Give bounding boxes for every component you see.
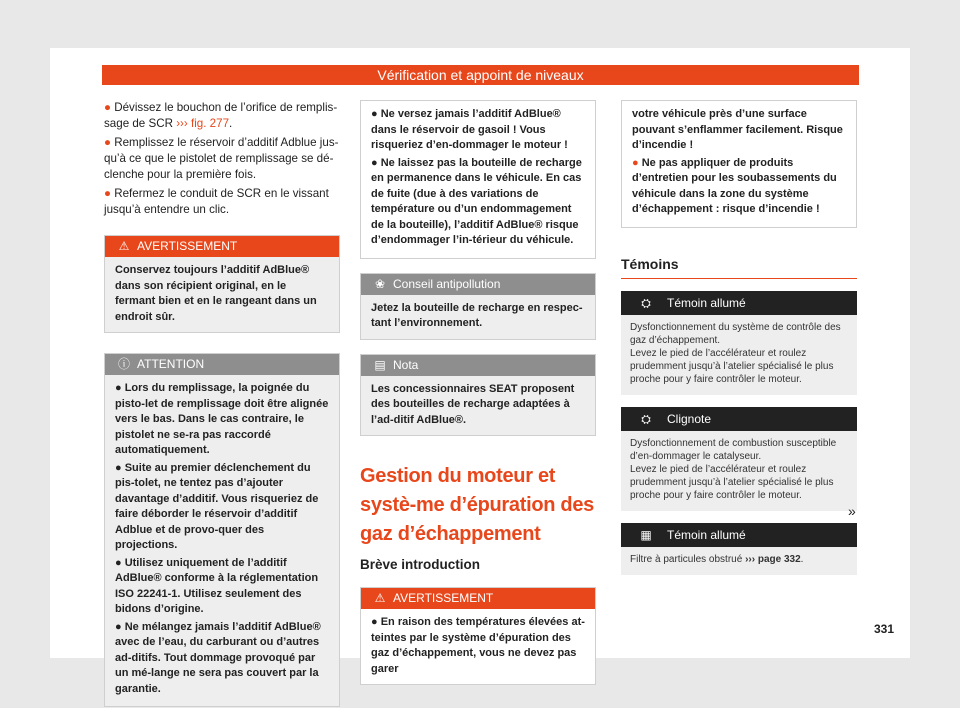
subsection-title: Brève introduction xyxy=(360,557,481,572)
warning-text: Conservez toujours l’additif AdBlue® dans son récipient original, en le fermant bien et en le rangeant dans un endroit sûr. xyxy=(105,257,339,332)
warning-box-2 xyxy=(360,587,596,685)
indicator-text-3: Filtre à particules obstrué ››› page 332. xyxy=(621,547,857,575)
step-1: ● Dévissez le bouchon de l’orifice de remplis-sage de SCR ››› fig. 277. xyxy=(104,101,338,130)
attention-box xyxy=(104,353,340,707)
indicator-header-3: ▦ Témoin allumé xyxy=(621,523,857,547)
indicator-header-2: ⛭ Clignote xyxy=(621,407,857,431)
list-item: ● Utilisez uniquement de l’additif AdBlue® conforme à la réglementation ISO 22241-1. Utilisez seulement des bidons d’origine. xyxy=(115,556,319,615)
eco-tip-header: ❀ Conseil antipollution xyxy=(361,274,595,295)
indicator-text-2: Dysfonctionnement de combustion susceptible d’en-dommager le catalyseur. Levez le pied de l’accélérateur et roulez prudemment jusqu’à l’atelier spécialisé le plus proche pour y faire contrôler le moteur. xyxy=(621,431,857,511)
warning-text-2: ● En raison des températures élevées at-teintes par le système d’épuration des gaz d’échappement, vous ne devez pas garer xyxy=(361,609,595,684)
page-title: Vérification et appoint de niveaux xyxy=(102,65,859,85)
list-item: ● Ne mélangez jamais l’additif AdBlue® avec de l’eau, du carburant ou d’autres ad-ditifs. Tout dommage provoqué par un mé-lange ne sera pas couvert par la garantie. xyxy=(115,620,321,695)
info-circle-icon: ⓘ xyxy=(117,357,130,371)
note-box xyxy=(360,354,596,437)
bullet-icon: ● xyxy=(104,136,115,149)
indicators-heading: Témoins xyxy=(621,248,857,279)
warning-icon: ⚠ xyxy=(118,239,130,253)
indicator-header-1: ⛭ Témoin allumé xyxy=(621,291,857,315)
step-2: ● Remplissez le réservoir d’additif Adblue jus-qu’à ce que le pistolet de remplissage se dé-clenche pour la première fois. xyxy=(104,136,339,181)
note-text: Les concessionnaires SEAT proposent des bouteilles de recharge adaptées à l’ad-ditif AdBlue®. xyxy=(361,376,595,436)
engine-icon: ⛭ xyxy=(641,411,651,426)
bullet-icon: ● xyxy=(104,187,115,200)
list-item: ● Lors du remplissage, la poignée du pisto-let de remplissage doit être alignée vers le bas. Dans le cas contraire, le pistolet ne se-ra pas raccordé automatiquement. xyxy=(115,382,329,456)
eco-tip-text: Jetez la bouteille de recharge en respec-tant l’environnement. xyxy=(361,295,595,339)
warning-continued-box xyxy=(360,100,596,259)
warning-continued-body xyxy=(361,101,595,258)
bullet-icon: ● xyxy=(104,101,115,114)
continue-icon: » xyxy=(848,503,856,519)
bullet-icon: ● xyxy=(632,156,642,169)
indicator-text-1: Dysfonctionnement du système de contrôle des gaz d’échappement. Levez le pied de l’accélérateur et roulez prudemment jusqu’à l’atelier spécialisé le plus proche pour y faire contrôler le moteur. xyxy=(621,315,857,395)
flower-icon: ❀ xyxy=(374,276,386,291)
attention-body xyxy=(105,375,339,706)
step-3: ● Refermez le conduit de SCR en le vissant jusqu’à entendre un clic. xyxy=(104,187,329,216)
warning-header: ⚠ AVERTISSEMENT xyxy=(105,236,339,257)
warning-icon: ⚠ xyxy=(374,591,386,605)
attention-header: ⓘ ATTENTION xyxy=(105,354,339,375)
warning-continued-box-2 xyxy=(621,100,857,228)
engine-icon: ⛭ xyxy=(641,295,651,310)
page-number: 331 xyxy=(874,622,895,636)
warning-continued-body-2: votre véhicule près d’une surface pouvant s’enflammer facilement. Risque d’incendie ! ● Ne pas appliquer de produits d’entretien pour les soubassements du véhicule dans la zone du système d’échappement : risque d’incendie ! xyxy=(622,101,856,227)
list-item: ● Ne versez jamais l’additif AdBlue® dans le réservoir de gasoil ! Vous risqueriez d’en-dommager le moteur ! xyxy=(371,108,568,151)
section-title: Gestion du moteur et systè-me d’épuration des gaz d’échappement xyxy=(360,465,594,545)
fig-link[interactable]: ››› fig. 277 xyxy=(176,117,230,130)
eco-tip-box xyxy=(360,273,596,340)
note-icon: ▤ xyxy=(374,357,386,372)
list-item: ● Ne pas appliquer de produits d’entretien pour les soubassements du véhicule dans la zone du système d’échappement : risque d’incendie ! xyxy=(632,156,837,215)
warning-header-2: ⚠ AVERTISSEMENT xyxy=(361,588,595,609)
page-link[interactable]: ››› page 332 xyxy=(745,553,801,565)
note-header: ▤ Nota xyxy=(361,355,595,376)
particle-filter-icon: ▦ xyxy=(640,527,652,542)
list-item: ● Suite au premier déclenchement du pis-tolet, ne tentez pas d’ajouter davantage d’additif. Vous risqueriez de faire déborder le réservoir d’additif Adblue et de provo-quer des projections. xyxy=(115,461,319,551)
column-3 xyxy=(621,100,857,575)
column-2 xyxy=(360,100,596,685)
list-item: ● Ne laissez pas la bouteille de recharge en permanence dans le véhicule. En cas de fuite (due à des variations de température ou d’un endommagement de la bouteille), l’additif AdBlue® risque d’endommager l’in-térieur du véhicule. xyxy=(371,156,582,246)
warning-box xyxy=(104,235,340,333)
column-1 xyxy=(104,100,340,707)
